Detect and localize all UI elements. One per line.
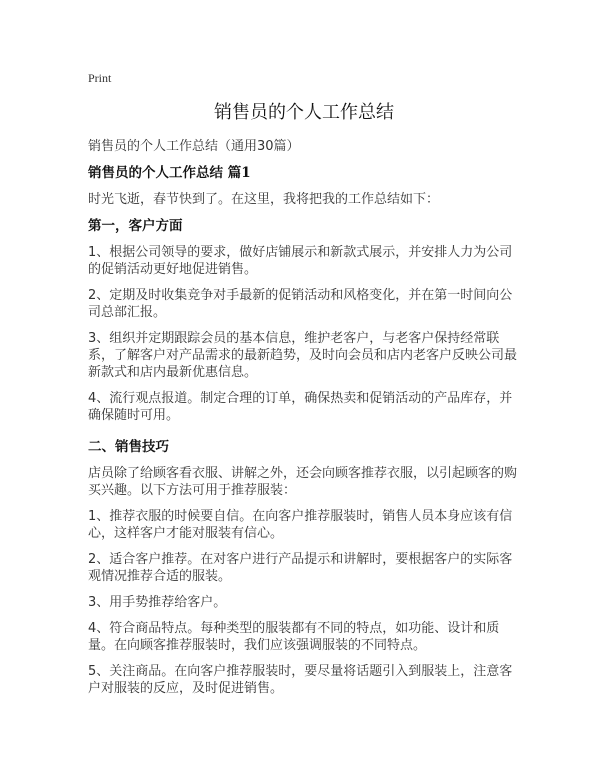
page-title: 销售员的个人工作总结: [214, 102, 394, 123]
section2-item: 4、符合商品特点。每种类型的服装都有不同的特点，如功能、设计和质量。在向顾客推荐服装时，我们应该强调服装的不同特点。: [88, 621, 500, 653]
section1-item: 1、根据公司领导的要求，做好店铺展示和新款式展示，并安排人力为公司的促销活动更好地促进销售。: [88, 245, 513, 277]
subtitle: 销售员的个人工作总结（通用30篇）: [88, 139, 300, 154]
document-page: [88, 70, 520, 706]
print-link[interactable]: Print: [88, 71, 112, 85]
intro-paragraph: 时光飞逝，春节快到了。在这里，我将把我的工作总结如下：: [88, 192, 440, 207]
article-heading: 销售员的个人工作总结 篇1: [88, 165, 251, 181]
section2-intro: 店员除了给顾客看衣服、讲解之外，还会向顾客推荐衣服，以引起顾客的购买兴趣。以下方法可用于推荐服装：: [88, 466, 518, 498]
section1-heading: 第一，客户方面: [88, 218, 183, 234]
section1-item: 2、定期及时收集竞争对手最新的促销活动和风格变化，并在第一时间向公司总部汇报。: [88, 288, 513, 320]
section1-item: 4、流行观点报道。制定合理的订单，确保热卖和促销活动的产品库存，并确保随时可用。: [88, 391, 513, 423]
section2-item: 1、推荐衣服的时候要自信。在向客户推荐服装时，销售人员本身应该有信心，这样客户才能对服装有信心。: [88, 509, 513, 541]
section2-item: 5、关注商品。在向客户推荐服装时，要尽量将话题引入到服装上，注意客户对服装的反应，及时促进销售。: [88, 664, 513, 696]
section1-item: 3、组织并定期跟踪会员的基本信息，维护老客户，与老客户保持经常联系，了解客户对产品需求的最新趋势，及时向会员和店内老客户反映公司最新款式和店内最新优惠信息。: [88, 331, 518, 380]
section2-heading: 二、销售技巧: [88, 439, 169, 455]
section2-item: 2、适合客户推荐。在对客户进行产品提示和讲解时，要根据客户的实际客观情况推荐合适的服装。: [88, 552, 513, 584]
section2-item: 3、用手势推荐给客户。: [88, 595, 227, 610]
